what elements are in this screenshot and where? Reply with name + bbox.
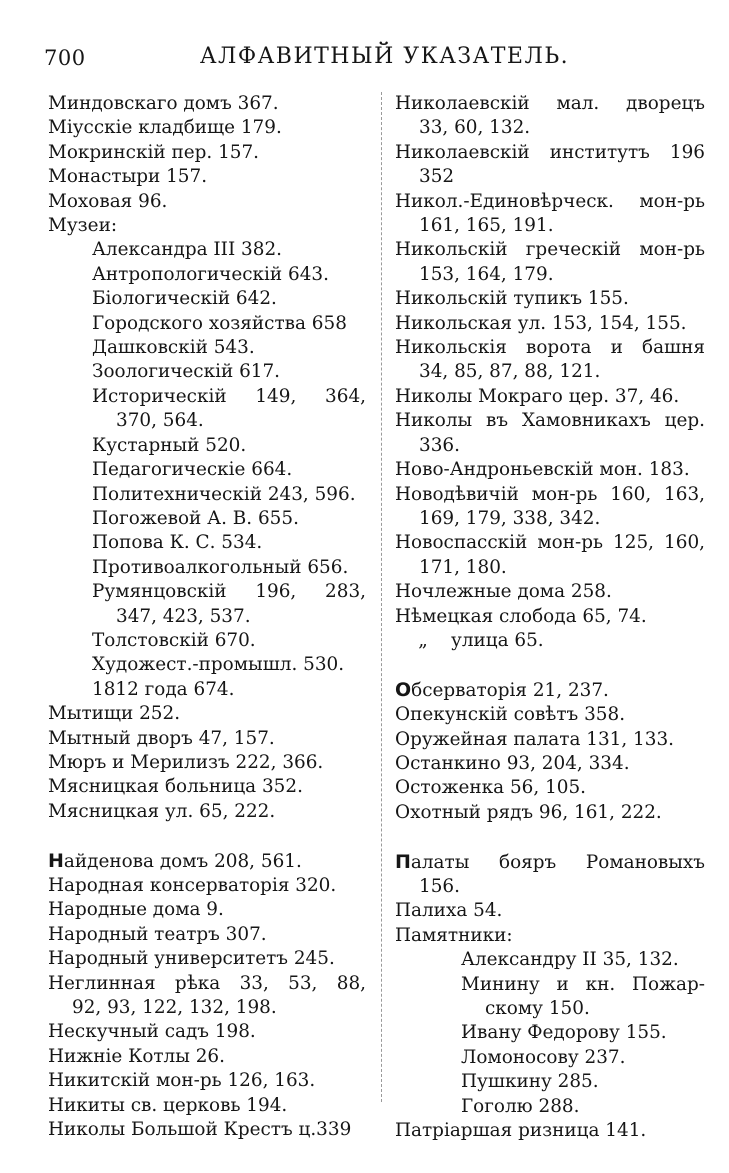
index-entry-line bbox=[395, 385, 705, 409]
index-entry-line bbox=[395, 605, 705, 629]
index-entry-text: 352 bbox=[419, 166, 455, 188]
index-entry-line bbox=[395, 190, 705, 214]
index-entry-line bbox=[395, 238, 705, 262]
index-entry-line bbox=[48, 385, 366, 409]
index-entry-text: Румянцовскій 196, 283, bbox=[92, 581, 366, 603]
index-entry-line bbox=[48, 434, 366, 458]
index-entry-text: Народные дома 9. bbox=[48, 899, 224, 921]
index-entry-text: 34, 85, 87, 88, 121. bbox=[419, 361, 601, 383]
index-entry-text: 171, 180. bbox=[419, 556, 507, 578]
index-entry-line bbox=[395, 531, 705, 555]
index-entry-text: 33, 60, 132. bbox=[419, 117, 531, 139]
index-entry bbox=[395, 776, 705, 800]
index-entry bbox=[395, 92, 705, 141]
index-entry bbox=[48, 849, 366, 874]
index-entry-line bbox=[48, 1094, 366, 1118]
index-entry bbox=[48, 336, 366, 360]
index-entry-line bbox=[48, 653, 366, 677]
index-entry-text: Оружейная палата 131, 133. bbox=[395, 728, 674, 750]
index-entry bbox=[395, 1021, 705, 1045]
index-entry-line bbox=[395, 948, 705, 972]
section-gap bbox=[395, 825, 705, 849]
index-entry-line bbox=[395, 1095, 705, 1119]
index-entry bbox=[48, 287, 366, 311]
index-entry-line bbox=[395, 801, 705, 825]
index-entry-text: 1812 года 674. bbox=[92, 678, 235, 700]
index-entry-line bbox=[48, 1118, 366, 1142]
index-entry-text: Историческій 149, 364, bbox=[92, 385, 366, 407]
index-entry bbox=[395, 973, 705, 1022]
index-entry-text: Никиты св. церковь 194. bbox=[48, 1094, 288, 1116]
index-entry-line bbox=[395, 580, 705, 604]
index-entry-text: Минину и кн. Пожар- bbox=[461, 973, 705, 995]
index-entry bbox=[48, 507, 366, 531]
index-entry-text: Мюръ и Мерилизъ 222, 366. bbox=[48, 751, 324, 773]
index-entry-text: Николы въ Хамовникахъ цер. bbox=[395, 410, 705, 432]
index-entry-text: Педагогическіе 664. bbox=[92, 459, 293, 481]
index-entry-text: Памятники: bbox=[395, 924, 513, 946]
index-entry-text: Никольскія ворота и башня bbox=[395, 337, 705, 359]
index-entry-line bbox=[395, 678, 705, 703]
index-entry-text: Моховая 96. bbox=[48, 190, 168, 212]
index-entry-text: Городского хозяйства 658 bbox=[92, 312, 347, 334]
index-entry bbox=[48, 385, 366, 434]
index-entry-continuation bbox=[395, 116, 705, 140]
index-entry bbox=[48, 190, 366, 214]
index-entry-text: Александру II 35, 132. bbox=[461, 949, 679, 971]
index-entry-line bbox=[48, 336, 366, 360]
index-entry bbox=[48, 1069, 366, 1093]
index-entry bbox=[395, 1070, 705, 1094]
index-entry-text: Опекунскій совѣтъ 358. bbox=[395, 704, 626, 726]
index-entry bbox=[395, 752, 705, 776]
index-entry bbox=[48, 434, 366, 458]
index-entry-text: Антропологическій 643. bbox=[92, 263, 329, 285]
section-initial-letter: Н bbox=[48, 849, 64, 872]
index-entry bbox=[48, 702, 366, 726]
index-entry-text: Никольскій греческій мон-рь bbox=[395, 239, 705, 261]
index-entry bbox=[48, 923, 366, 947]
index-entry-line bbox=[48, 1045, 366, 1069]
index-entry bbox=[395, 850, 705, 900]
index-entry bbox=[48, 947, 366, 971]
index-entry-continuation bbox=[395, 507, 705, 531]
page-number: 700 bbox=[44, 46, 86, 70]
index-entry-text: айденова домъ 208, 561. bbox=[63, 850, 302, 872]
index-entry-line bbox=[395, 728, 705, 752]
index-entry-text: Александра III 382. bbox=[92, 239, 283, 261]
index-entry-text: Міусскіе кладбище 179. bbox=[48, 117, 282, 139]
index-entry-line bbox=[48, 629, 366, 653]
index-entry-line bbox=[48, 531, 366, 555]
index-entry-line bbox=[395, 336, 705, 360]
index-entry bbox=[395, 629, 705, 653]
index-entry-continuation bbox=[48, 605, 366, 629]
index-entry bbox=[48, 263, 366, 287]
index-entry-text: Погожевой А. В. 655. bbox=[92, 507, 299, 529]
index-entry-line bbox=[48, 580, 366, 604]
index-entry-text: Ломоносову 237. bbox=[461, 1046, 626, 1068]
index-entry bbox=[395, 409, 705, 458]
index-entry-line bbox=[48, 947, 366, 971]
index-entry-text: Музеи: bbox=[48, 215, 118, 237]
index-entry bbox=[48, 141, 366, 165]
index-entry bbox=[48, 580, 366, 629]
section-initial-letter: П bbox=[395, 850, 411, 873]
index-entry-text: Новоспасскій мон-рь 125, 160, bbox=[395, 532, 705, 554]
index-entry-line bbox=[395, 1021, 705, 1045]
index-entry-text: Ново-Андроньевскій мон. 183. bbox=[395, 459, 690, 481]
index-entry-continuation bbox=[395, 360, 705, 384]
index-entry-text: Николы Большой Крестъ ц.339 bbox=[48, 1119, 352, 1141]
index-entry-text: Мытный дворъ 47, 157. bbox=[48, 727, 275, 749]
index-entry-line bbox=[48, 923, 366, 947]
index-entry bbox=[395, 238, 705, 287]
index-entry bbox=[395, 1095, 705, 1119]
index-entry-line bbox=[48, 238, 366, 262]
index-entry-text: 161, 165, 191. bbox=[419, 215, 554, 237]
section-gap bbox=[48, 824, 366, 848]
index-entry-line bbox=[48, 556, 366, 580]
index-entry-text: Нижніе Котлы 26. bbox=[48, 1045, 225, 1067]
index-entry bbox=[48, 214, 366, 238]
index-entry-text: Художест.-промышл. 530. bbox=[92, 654, 345, 676]
index-entry-line bbox=[395, 776, 705, 800]
index-entry bbox=[48, 312, 366, 336]
index-entry-line bbox=[395, 287, 705, 311]
index-entry-line bbox=[395, 899, 705, 923]
index-entry-line bbox=[395, 1119, 705, 1143]
index-entry bbox=[48, 629, 366, 653]
index-entry-line bbox=[48, 165, 366, 189]
section-gap bbox=[395, 653, 705, 677]
index-entry bbox=[48, 531, 366, 555]
index-entry-text: скому 150. bbox=[485, 998, 590, 1019]
index-entry-line bbox=[395, 973, 705, 997]
index-entry-text: Николаевскій мал. дворецъ bbox=[395, 93, 705, 114]
index-entry-line bbox=[48, 702, 366, 726]
index-entry-text: Народный театръ 307. bbox=[48, 923, 267, 945]
index-entry bbox=[48, 800, 366, 824]
index-entry-continuation bbox=[395, 875, 705, 899]
index-entry-line bbox=[48, 312, 366, 336]
index-entry bbox=[395, 728, 705, 752]
index-entry bbox=[48, 972, 366, 1021]
index-entry-text: улица 65. bbox=[451, 629, 544, 651]
index-entry bbox=[48, 360, 366, 384]
index-entry-text: алаты бояръ Романовыхъ bbox=[410, 851, 705, 873]
index-entry-line bbox=[395, 924, 705, 948]
index-entry bbox=[395, 924, 705, 948]
index-entry-line bbox=[48, 1069, 366, 1093]
index-entry bbox=[48, 1118, 366, 1142]
index-entry-text: Мясницкая ул. 65, 222. bbox=[48, 800, 276, 822]
index-entry-continuation bbox=[48, 409, 366, 433]
index-entry-text: Николы Мокраго цер. 37, 46. bbox=[395, 385, 680, 407]
index-entry bbox=[48, 238, 366, 262]
index-entry bbox=[48, 116, 366, 140]
index-entry bbox=[48, 775, 366, 799]
index-entry bbox=[48, 1094, 366, 1118]
index-entry-text: 153, 164, 179. bbox=[419, 263, 554, 285]
index-entry-text: Гоголю 288. bbox=[461, 1095, 580, 1117]
index-entry-text: Народный университетъ 245. bbox=[48, 948, 335, 970]
index-entry-line bbox=[395, 409, 705, 433]
index-entry-text: Неглинная рѣка 33, 53, 88, bbox=[48, 972, 366, 994]
index-entry-text: Противоалкогольный 656. bbox=[92, 556, 349, 578]
index-entry-text: Миндовскаго домъ 367. bbox=[48, 93, 279, 114]
index-entry-text: Народная консерваторія 320. bbox=[48, 874, 337, 896]
index-entry-text: Палиха 54. bbox=[395, 900, 503, 922]
index-column-left bbox=[48, 92, 366, 1142]
index-entry-text: Мясницкая больница 352. bbox=[48, 776, 303, 798]
index-entry-continuation bbox=[395, 263, 705, 287]
index-entry-line bbox=[48, 1020, 366, 1044]
index-entry bbox=[48, 1020, 366, 1044]
index-entry-text: 370, 564. bbox=[116, 410, 204, 432]
index-entry bbox=[395, 948, 705, 972]
index-entry-continuation bbox=[395, 434, 705, 458]
page-header bbox=[0, 42, 729, 82]
index-entry-text: Пушкину 285. bbox=[461, 1071, 599, 1093]
index-entry-line bbox=[48, 678, 366, 702]
index-entry-text: Мытищи 252. bbox=[48, 703, 181, 725]
index-entry-text: 336. bbox=[419, 434, 460, 456]
index-entry bbox=[395, 801, 705, 825]
index-entry bbox=[395, 458, 705, 482]
index-entry-line bbox=[395, 703, 705, 727]
index-entry-text: Политехническій 243, 596. bbox=[92, 483, 356, 505]
index-entry-text: Дашковскій 543. bbox=[92, 337, 255, 359]
index-entry-line bbox=[48, 898, 366, 922]
index-entry-line bbox=[48, 874, 366, 898]
index-entry-line bbox=[395, 1070, 705, 1094]
section-initial-letter: О bbox=[395, 678, 412, 701]
index-entry-text: Никольская ул. 153, 154, 155. bbox=[395, 312, 687, 334]
index-entry-continuation bbox=[395, 214, 705, 238]
index-entry-text: Біологическій 642. bbox=[92, 288, 277, 310]
index-entry-line bbox=[48, 507, 366, 531]
index-entry bbox=[48, 727, 366, 751]
index-entry bbox=[395, 312, 705, 336]
index-entry-text: Никитскій мон-рь 126, 163. bbox=[48, 1070, 316, 1092]
index-entry-line bbox=[395, 629, 705, 653]
index-entry bbox=[48, 1045, 366, 1069]
index-entry-line bbox=[48, 727, 366, 751]
index-entry bbox=[395, 336, 705, 385]
index-entry-text: Кустарный 520. bbox=[92, 434, 247, 456]
index-entry-text: Патріаршая ризница 141. bbox=[395, 1120, 647, 1142]
index-entry-line bbox=[48, 360, 366, 384]
index-entry-text: Остоженка 56, 105. bbox=[395, 777, 587, 799]
index-entry bbox=[395, 605, 705, 629]
index-entry-text: Попова К. С. 534. bbox=[92, 532, 263, 554]
index-entry-text: Зоологическій 617. bbox=[92, 361, 281, 383]
index-entry bbox=[395, 899, 705, 923]
index-entry-line bbox=[48, 775, 366, 799]
index-entry bbox=[395, 1046, 705, 1070]
index-entry-line bbox=[48, 263, 366, 287]
index-entry bbox=[48, 458, 366, 482]
index-entry bbox=[48, 483, 366, 507]
index-entry-line bbox=[48, 141, 366, 165]
index-entry-line bbox=[395, 1046, 705, 1070]
index-entry-line bbox=[48, 116, 366, 140]
index-entry bbox=[395, 678, 705, 703]
index-entry-line bbox=[48, 849, 366, 874]
index-entry-line bbox=[395, 458, 705, 482]
index-entry bbox=[395, 1119, 705, 1143]
index-entry-text: 347, 423, 537. bbox=[116, 605, 251, 627]
index-entry-text: Нескучный садъ 198. bbox=[48, 1021, 256, 1043]
index-entry-line bbox=[48, 972, 366, 996]
index-entry bbox=[48, 898, 366, 922]
index-entry bbox=[48, 751, 366, 775]
index-entry-line bbox=[395, 92, 705, 116]
index-entry bbox=[48, 92, 366, 116]
index-entry-line bbox=[395, 312, 705, 336]
index-entry-line bbox=[48, 190, 366, 214]
index-entry-line bbox=[48, 92, 366, 116]
index-entry bbox=[395, 190, 705, 239]
index-entry-text: Мокринскій пер. 157. bbox=[48, 141, 260, 163]
index-entry-line bbox=[48, 458, 366, 482]
index-entry-text: Никол.-Единовѣрческ. мон-рь bbox=[395, 190, 705, 212]
index-entry-text: Ивану Федорову 155. bbox=[461, 1022, 667, 1044]
index-entry-text: Охотный рядъ 96, 161, 222. bbox=[395, 801, 662, 823]
index-entry-text: Останкино 93, 204, 334. bbox=[395, 752, 630, 774]
index-entry bbox=[395, 141, 705, 190]
index-entry-line bbox=[48, 287, 366, 311]
index-entry bbox=[48, 165, 366, 189]
index-entry-line bbox=[395, 141, 705, 165]
column-divider bbox=[381, 92, 382, 1102]
index-entry bbox=[48, 874, 366, 898]
index-entry bbox=[395, 703, 705, 727]
index-entry bbox=[48, 653, 366, 677]
index-entry-text: 156. bbox=[419, 875, 460, 897]
index-entry bbox=[395, 287, 705, 311]
index-entry-continuation bbox=[395, 556, 705, 580]
index-entry-continuation bbox=[395, 165, 705, 189]
running-title: АЛФАВИТНЫЙ УКАЗАТЕЛЬ. bbox=[199, 44, 570, 69]
index-entry-line bbox=[48, 800, 366, 824]
index-entry-text: Новодѣвичій мон-рь 160, 163, bbox=[395, 483, 705, 505]
index-entry-text: 92, 93, 122, 132, 198. bbox=[72, 997, 277, 1019]
index-entry-text: Толстовскій 670. bbox=[92, 629, 256, 651]
index-entry-continuation bbox=[395, 997, 705, 1021]
index-entry-line bbox=[48, 483, 366, 507]
index-entry-line bbox=[395, 850, 705, 875]
index-entry-line bbox=[48, 214, 366, 238]
index-entry-text: Ночлежные дома 258. bbox=[395, 581, 612, 603]
index-entry-text: Нѣмецкая слобода 65, 74. bbox=[395, 605, 647, 627]
index-entry-text: Никольскій тупикъ 155. bbox=[395, 288, 629, 310]
index-entry bbox=[48, 556, 366, 580]
index-entry-line bbox=[48, 751, 366, 775]
index-entry bbox=[395, 580, 705, 604]
index-entry-text: Монастыри 157. bbox=[48, 166, 208, 188]
index-entry-text: 169, 179, 338, 342. bbox=[419, 507, 601, 529]
index-entry-text: бсерваторія 21, 237. bbox=[411, 679, 609, 701]
index-entry-line bbox=[395, 483, 705, 507]
index-entry bbox=[395, 483, 705, 532]
index-entry-continuation bbox=[48, 996, 366, 1020]
index-entry bbox=[48, 678, 366, 702]
index-entry bbox=[395, 531, 705, 580]
index-entry bbox=[395, 385, 705, 409]
index-column-right bbox=[395, 92, 705, 1143]
index-entry-line bbox=[395, 752, 705, 776]
ditto-mark: „ bbox=[418, 629, 428, 651]
index-entry-text: Николаевскій институтъ 196 bbox=[395, 141, 705, 163]
